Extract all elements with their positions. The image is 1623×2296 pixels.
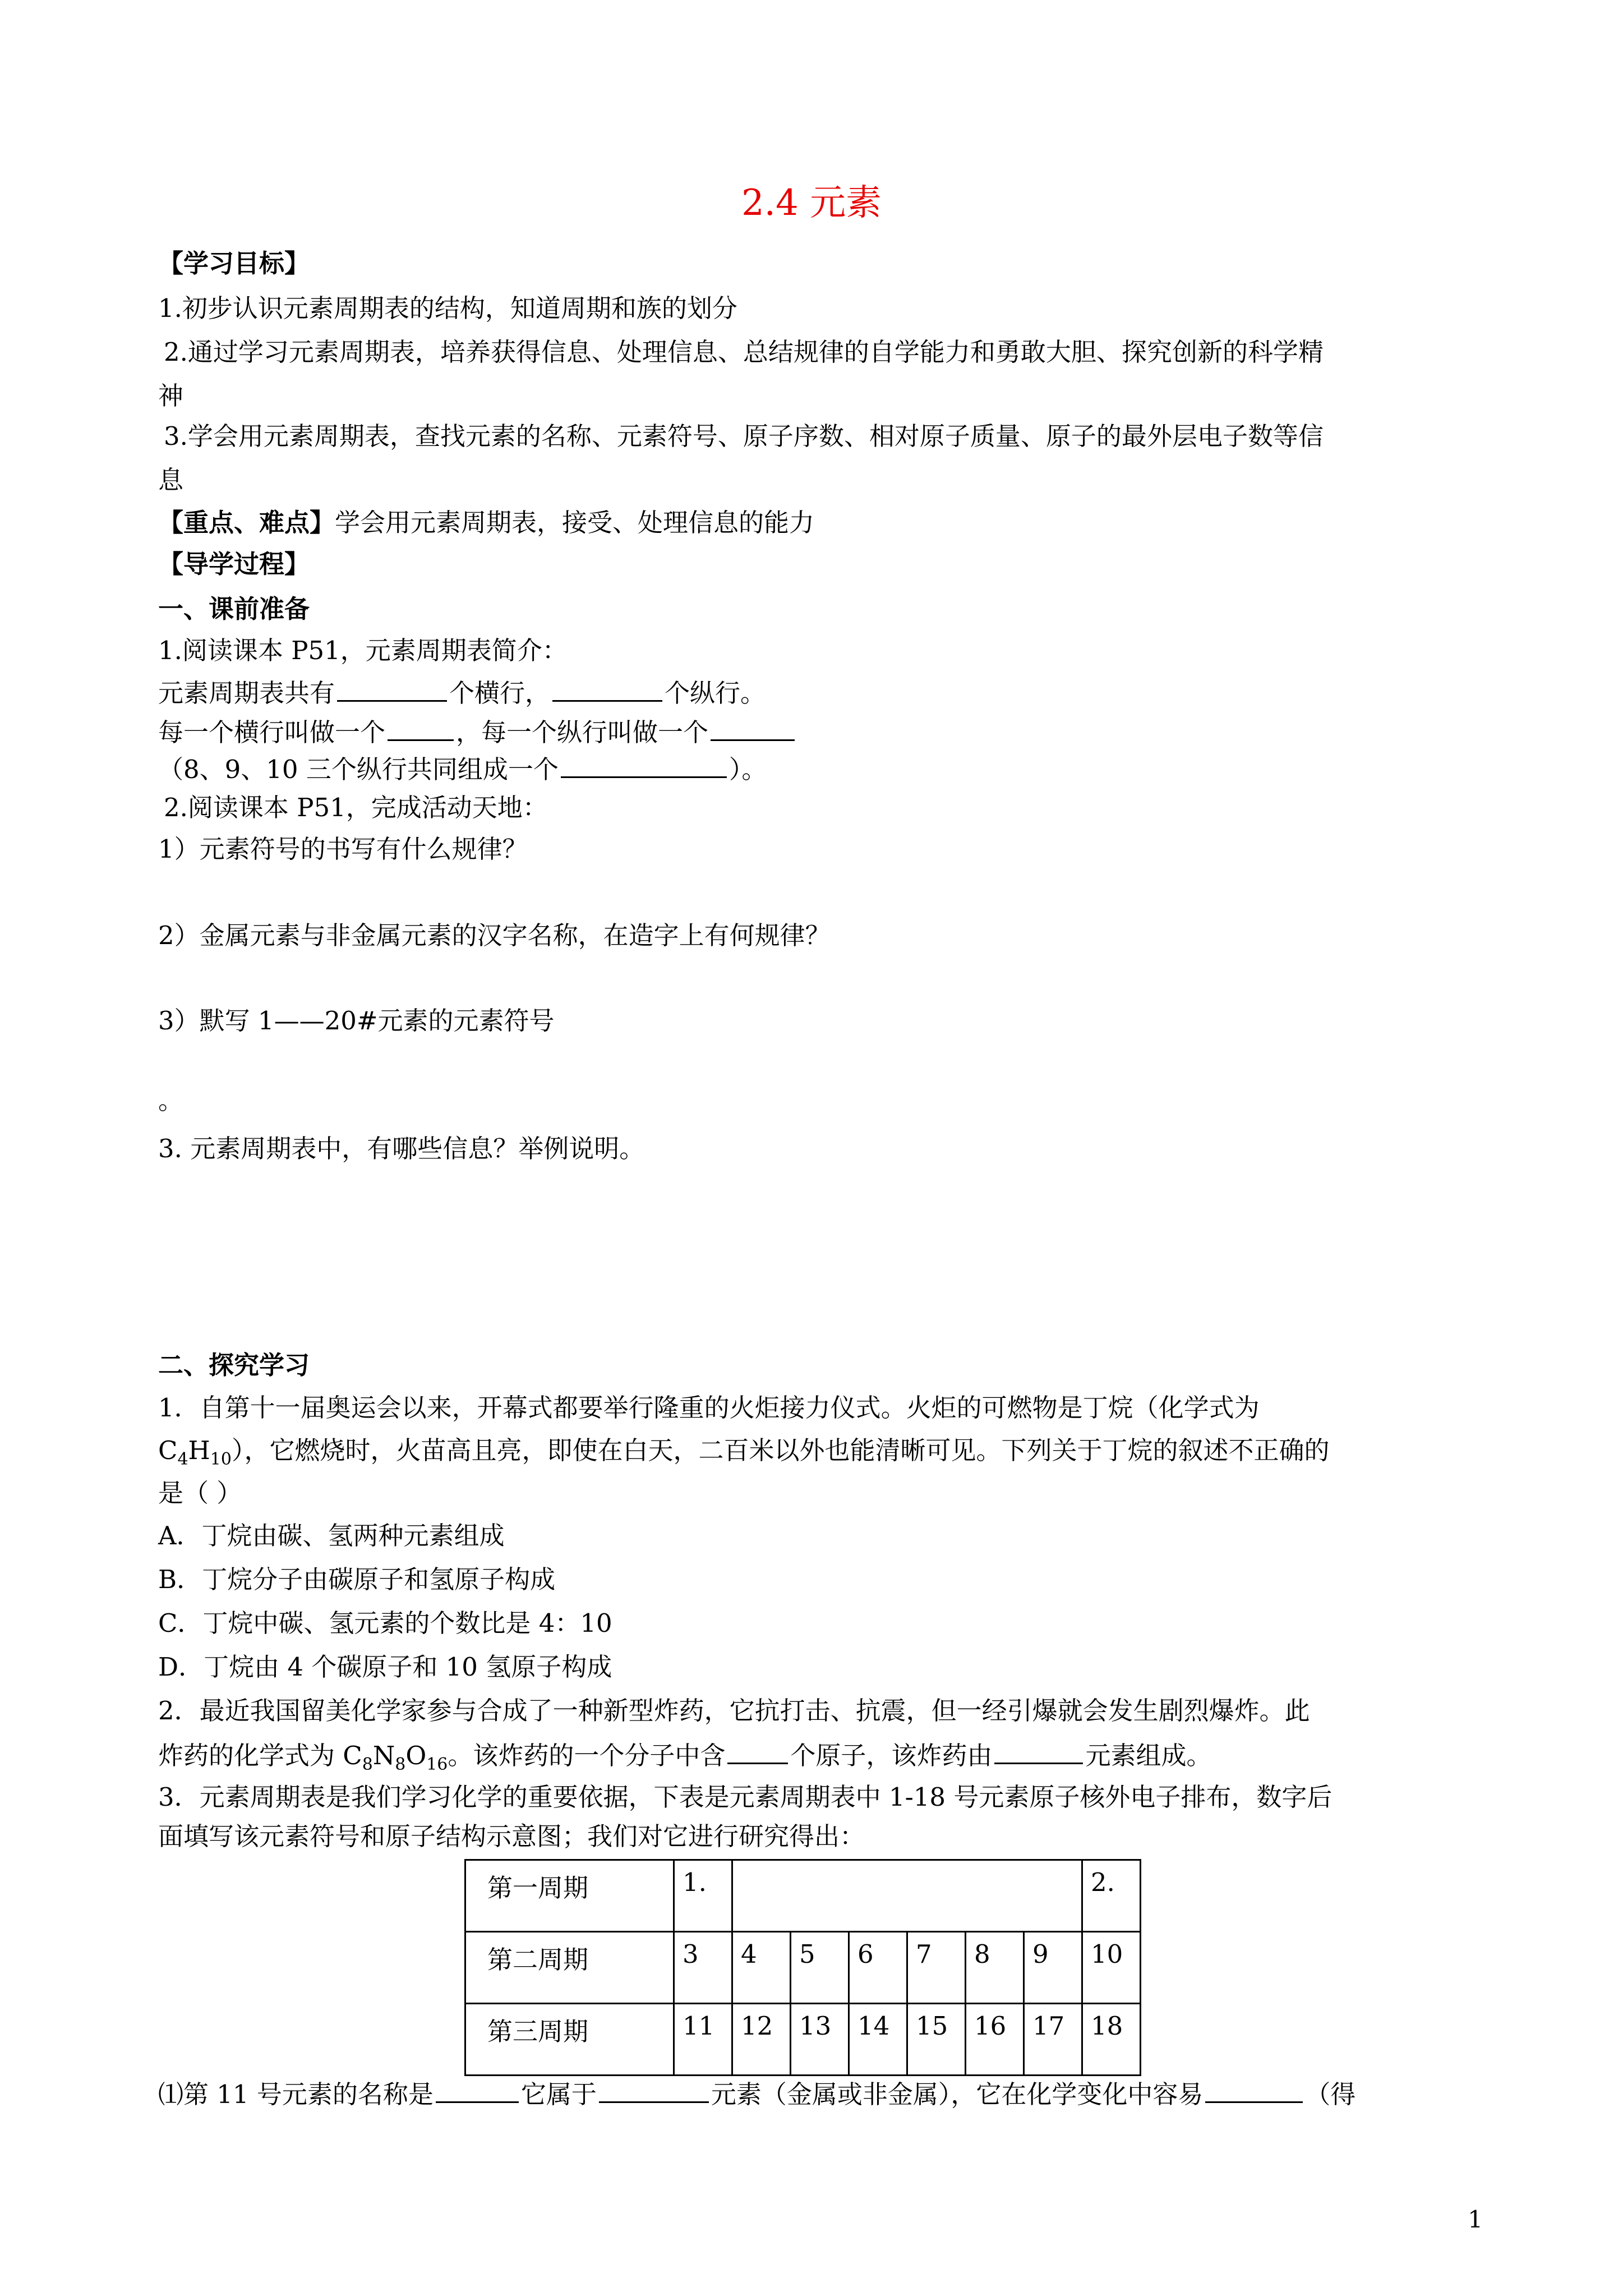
text: 它属于: [520, 2079, 597, 2109]
s2-q1-line1: 1．自第十一届奥运会以来，开幕式都要举行隆重的火炬接力仪式。火炬的可燃物是丁烷（化学式为: [158, 1393, 1260, 1423]
element-cell: 18: [1082, 2004, 1141, 2076]
subscript: 16: [426, 1755, 448, 1774]
text: 元素（金属或非金属），它在化学变化中容易: [711, 2079, 1204, 2109]
table-row: [465, 2004, 1141, 2076]
text: O: [405, 1741, 427, 1770]
period-label: 第二周期: [465, 1932, 674, 2004]
subscript: 4: [177, 1450, 188, 1469]
text: 。该炸药的一个分子中含: [448, 1741, 726, 1770]
text: （8、9、10 三个纵行共同组成一个: [158, 754, 559, 784]
s1-q2-3: 3）默写 1——20#元素的元素符号: [158, 1006, 555, 1036]
s1-q2-intro: 2.阅读课本 P51，完成活动天地：: [164, 793, 548, 822]
element-cell: 7: [907, 1932, 966, 2004]
s2-q2-line2: [158, 1737, 1211, 1782]
option-b: B．丁烷分子由碳原子和氢原子构成: [158, 1565, 556, 1594]
element-cell: 8: [966, 1932, 1024, 2004]
text: C: [158, 1435, 178, 1465]
subscript: 8: [362, 1755, 373, 1774]
subscript: 8: [395, 1755, 406, 1774]
period-label: 第三周期: [465, 2004, 674, 2076]
section2-heading: 二、探究学习: [158, 1350, 310, 1380]
table-row: [465, 1932, 1141, 2004]
objective-3-cont: 息: [158, 465, 184, 495]
s1-q1-intro: 1.阅读课本 P51，元素周期表简介：: [158, 636, 568, 665]
s2-q3-line1: 3．元素周期表是我们学习化学的重要依据，下表是元素周期表中 1-18 号元素原子核外电子排布，数字后: [158, 1782, 1332, 1812]
key-points-heading: 【重点、难点】: [158, 508, 335, 537]
element-cell: 9: [1024, 1932, 1082, 2004]
page-title: 2.4 元素: [741, 182, 882, 224]
s2-q2-line1: 2．最近我国留美化学家参与合成了一种新型炸药，它抗打击、抗震，但一经引爆就会发生剧烈爆炸。此: [158, 1696, 1310, 1726]
s1-q2-2: 2）金属元素与非金属元素的汉字名称，在造字上有何规律？: [158, 921, 831, 950]
element-cell: 10: [1082, 1932, 1141, 2004]
blank[interactable]: [552, 674, 662, 702]
s1-q2-1: 1）元素符号的书写有什么规律？: [158, 834, 528, 864]
text: 每一个横行叫做一个: [158, 717, 386, 747]
subscript: 10: [210, 1450, 232, 1469]
s2-q3-line2: 面填写该元素符号和原子结构示意图；我们对它进行研究得出：: [158, 1821, 865, 1851]
element-cell: 2.: [1082, 1860, 1141, 1932]
blank[interactable]: [1205, 2076, 1303, 2103]
page-number: 1: [1468, 2206, 1483, 2233]
blank[interactable]: [711, 714, 795, 741]
text: （得: [1305, 2079, 1356, 2109]
blank[interactable]: [994, 1737, 1083, 1764]
objective-2-cont: 神: [158, 381, 184, 411]
periodic-table: [464, 1859, 1141, 2076]
element-cell: 14: [849, 2004, 907, 2076]
objective-2: 2.通过学习元素周期表，培养获得信息、处理信息、总结规律的自学能力和勇敢大胆、探究创新的科学精: [164, 337, 1324, 367]
text: 个原子，该炸药由: [790, 1741, 993, 1770]
text: 元素周期表共有: [158, 678, 335, 708]
empty-cell: [732, 1860, 1082, 1932]
text: H: [188, 1435, 210, 1465]
s1-q2-end: 。: [158, 1085, 184, 1115]
blank[interactable]: [599, 2076, 709, 2103]
blank[interactable]: [561, 751, 727, 778]
s1-q3: 3. 元素周期表中，有哪些信息？举例说明。: [158, 1134, 645, 1163]
element-cell: 12: [732, 2004, 791, 2076]
table-row: [465, 1860, 1141, 1932]
key-points: [158, 506, 814, 540]
option-a: A．丁烷由碳、氢两种元素组成: [158, 1521, 505, 1550]
section1-heading: 一、课前准备: [158, 594, 310, 624]
blank[interactable]: [337, 674, 447, 702]
element-cell: 17: [1024, 2004, 1082, 2076]
s1-q1-line3: [158, 751, 767, 786]
blank[interactable]: [388, 714, 454, 741]
text: ，每一个纵行叫做一个: [456, 717, 709, 747]
objective-3: 3.学会用元素周期表，查找元素的名称、元素符号、原子序数、相对原子质量、原子的最外层电子数等信: [164, 421, 1324, 451]
text: 个纵行。: [665, 678, 766, 708]
text: ⑴第 11 号元素的名称是: [158, 2079, 434, 2109]
element-cell: 13: [791, 2004, 849, 2076]
s2-q1-line3: 是（ ）: [158, 1478, 242, 1508]
text: 元素组成。: [1085, 1741, 1212, 1770]
text: ），它燃烧时，火苗高且亮，即使在白天，二百米以外也能清晰可见。下列关于丁烷的叙述不正确的: [231, 1435, 1330, 1465]
s1-q1-line2: [158, 714, 797, 749]
element-cell: 15: [907, 2004, 966, 2076]
period-label: 第一周期: [465, 1860, 674, 1932]
text: ）。: [728, 754, 767, 784]
element-cell: 4: [732, 1932, 791, 2004]
option-d: D．丁烷由 4 个碳原子和 10 氢原子构成: [158, 1652, 612, 1682]
key-points-text: 学会用元素周期表，接受、处理信息的能力: [335, 508, 815, 537]
element-cell: 5: [791, 1932, 849, 2004]
s1-q1-line1: [158, 674, 766, 710]
s2-q1-line2: [158, 1434, 1329, 1476]
blank[interactable]: [727, 1737, 788, 1764]
s2-q4-line: [158, 2076, 1355, 2111]
objective-1: 1.初步认识元素周期表的结构，知道周期和族的划分: [158, 293, 737, 323]
element-cell: 3: [674, 1932, 732, 2004]
element-cell: 1.: [674, 1860, 732, 1932]
option-c: C．丁烷中碳、氢元素的个数比是 4：10: [158, 1608, 612, 1638]
blank[interactable]: [436, 2076, 519, 2103]
objectives-heading: 【学习目标】: [158, 249, 310, 278]
element-cell: 11: [674, 2004, 732, 2076]
element-cell: 16: [966, 2004, 1024, 2076]
text: N: [372, 1741, 395, 1770]
process-heading: 【导学过程】: [158, 549, 310, 579]
text: 个横行，: [449, 678, 551, 708]
element-cell: 6: [849, 1932, 907, 2004]
text: 炸药的化学式为 C: [158, 1741, 362, 1770]
